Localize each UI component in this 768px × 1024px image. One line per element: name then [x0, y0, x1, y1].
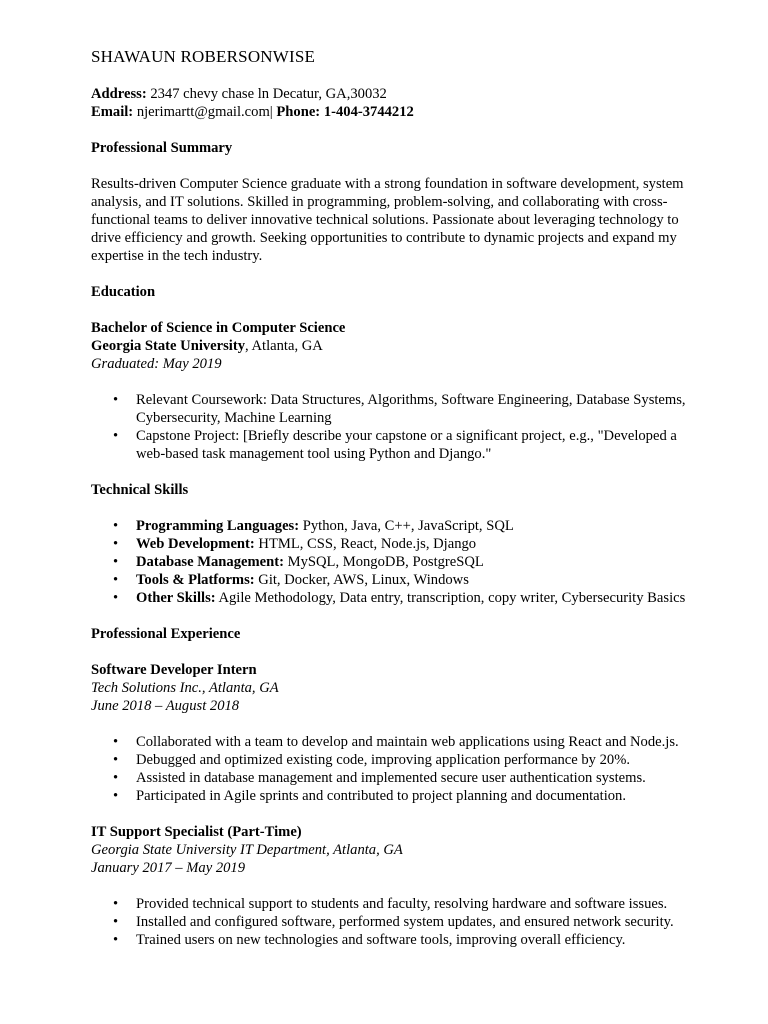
list-item: • Collaborated with a team to develop and maintain web applications using React and Node.js. [136, 733, 701, 751]
skill-label: Database Management: [136, 554, 284, 570]
summary-text: Results-driven Computer Science graduate with a strong foundation in software development, system analysis, and IT solutions. Skilled in programming, problem-solving, and collaborating with cross-functional teams to deliver innovative technical solutions. Passionate about leveraging technology to drive efficiency and growth. Seeking opportunities to contribute to dynamic projects and expand my expertise in the tech industry. [91, 176, 684, 264]
experience-heading: Professional Experience [91, 626, 241, 642]
school-name: Georgia State University [91, 338, 246, 354]
phone-label: Phone: 1-404-3744212 [276, 104, 414, 120]
list-item: • Assisted in database management and implemented secure user authentication systems. [136, 769, 701, 787]
email-label: Email: [91, 104, 134, 120]
list-item [136, 589, 701, 607]
list-item [136, 517, 701, 535]
education-heading: Education [91, 284, 156, 300]
job-dates: June 2018 – August 2018 [91, 698, 240, 714]
degree: Bachelor of Science in Computer Science [91, 320, 346, 336]
list-item: • Installed and configured software, performed system updates, and ensured network security. [136, 913, 701, 931]
school-line [91, 337, 701, 355]
job-company: Tech Solutions Inc., Atlanta, GA [91, 680, 279, 696]
list-item [136, 535, 701, 553]
skills-list [91, 517, 701, 607]
skill-label: Web Development: [136, 536, 255, 552]
skill-label: Programming Languages: [136, 518, 300, 534]
spacer [91, 805, 701, 823]
list-item: • Debugged and optimized existing code, improving application performance by 20%. [136, 751, 701, 769]
school-location: , Atlanta, GA [245, 338, 323, 354]
list-item: • Relevant Coursework: Data Structures, Algorithms, Software Engineering, Database Systems, Cybersecurity, Machine Learning [136, 391, 701, 427]
job-title: IT Support Specialist (Part-Time) [91, 824, 302, 840]
address-line [91, 85, 701, 103]
list-item [136, 571, 701, 589]
list-item: • Trained users on new technologies and software tools, improving overall efficiency. [136, 931, 701, 949]
skill-label: Other Skills: [136, 590, 216, 606]
graduation-date: Graduated: May 2019 [91, 356, 222, 372]
skill-value: Python, Java, C++, JavaScript, SQL [299, 518, 514, 534]
summary-heading: Professional Summary [91, 140, 233, 156]
email-value: njerimartt@gmail.com| [133, 104, 277, 120]
job-company: Georgia State University IT Department, Atlanta, GA [91, 842, 403, 858]
skill-label: Tools & Platforms: [136, 572, 255, 588]
contact-block [91, 85, 701, 121]
list-item: • Provided technical support to students and faculty, resolving hardware and software issues. [136, 895, 701, 913]
skill-value: HTML, CSS, React, Node.js, Django [254, 536, 477, 552]
address-label: Address: [91, 86, 147, 102]
candidate-name: SHAWAUN ROBERSONWISE [91, 47, 316, 66]
skills-heading: Technical Skills [91, 482, 189, 498]
education-bullets [91, 391, 701, 463]
list-item [136, 553, 701, 571]
job-bullets [91, 895, 701, 949]
skill-value: MySQL, MongoDB, PostgreSQL [283, 554, 484, 570]
job-title: Software Developer Intern [91, 662, 257, 678]
address-value: 2347 chevy chase ln Decatur, GA,30032 [146, 86, 387, 102]
list-item: • Participated in Agile sprints and contributed to project planning and documentation. [136, 787, 701, 805]
skill-value: Agile Methodology, Data entry, transcription, copy writer, Cybersecurity Basics [215, 590, 686, 606]
email-phone-line [91, 103, 701, 121]
skill-value: Git, Docker, AWS, Linux, Windows [254, 572, 469, 588]
resume-content [91, 47, 701, 949]
list-item: • Capstone Project: [Briefly describe your capstone or a significant project, e.g., "Developed a web-based task management tool using Python and Django." [136, 427, 701, 463]
job-bullets [91, 733, 701, 805]
job-dates: January 2017 – May 2019 [91, 860, 246, 876]
